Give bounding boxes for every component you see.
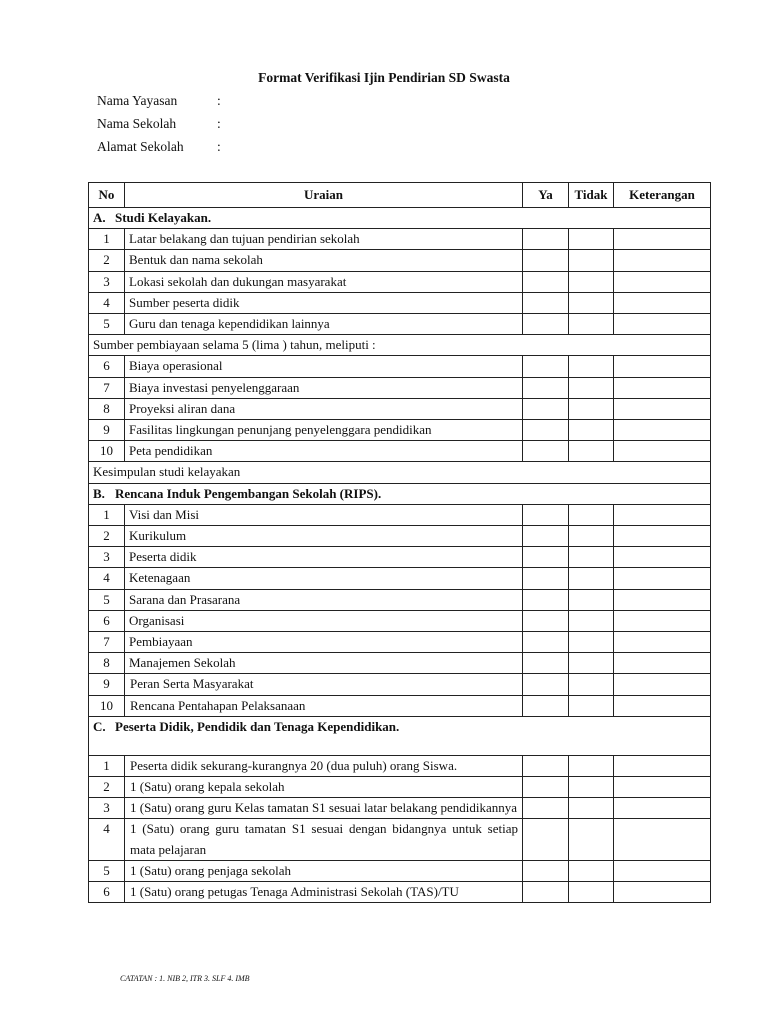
row-uraian: Sarana dan Prasarana [125, 589, 523, 610]
row-number: 4 [89, 568, 125, 589]
table-row [89, 695, 711, 716]
row-number: 7 [89, 377, 125, 398]
row-number: 5 [89, 314, 125, 335]
table-row [89, 819, 711, 860]
ya-cell[interactable] [523, 589, 569, 610]
table-header-row [89, 183, 711, 208]
tidak-cell[interactable] [569, 632, 614, 653]
row-number: 1 [89, 504, 125, 525]
keterangan-cell[interactable] [614, 398, 711, 419]
row-uraian: Guru dan tenaga kependidikan lainnya [125, 314, 523, 335]
table-row [89, 314, 711, 335]
row-number: 1 [89, 229, 125, 250]
ya-cell[interactable] [523, 777, 569, 798]
table-row [89, 271, 711, 292]
table-row [89, 250, 711, 271]
row-uraian: Fasilitas lingkungan penunjang penyelenggara pendidikan [125, 420, 523, 441]
tidak-cell[interactable] [569, 568, 614, 589]
tidak-cell[interactable] [569, 377, 614, 398]
row-uraian: Visi dan Misi [125, 504, 523, 525]
keterangan-cell[interactable] [614, 377, 711, 398]
row-number: 9 [89, 420, 125, 441]
section-a-row [89, 208, 711, 229]
tidak-cell[interactable] [569, 882, 614, 903]
table-row [89, 610, 711, 631]
tidak-cell[interactable] [569, 420, 614, 441]
tidak-cell[interactable] [569, 398, 614, 419]
row-uraian: 1 (Satu) orang guru tamatan S1 sesuai dengan bidangnya untuk setiap mata pelajaran [125, 819, 523, 860]
row-number: 2 [89, 250, 125, 271]
ya-cell[interactable] [523, 695, 569, 716]
ya-cell[interactable] [523, 356, 569, 377]
row-number: 2 [89, 777, 125, 798]
ya-cell[interactable] [523, 547, 569, 568]
table-row [89, 398, 711, 419]
row-number: 4 [89, 292, 125, 313]
keterangan-cell[interactable] [614, 589, 711, 610]
ya-cell[interactable] [523, 314, 569, 335]
table-row [89, 777, 711, 798]
table-row [89, 356, 711, 377]
row-uraian: Bentuk dan nama sekolah [125, 250, 523, 271]
keterangan-cell[interactable] [614, 271, 711, 292]
tidak-cell[interactable] [569, 755, 614, 776]
tidak-cell[interactable] [569, 547, 614, 568]
ya-cell[interactable] [523, 377, 569, 398]
section-a-title: A. Studi Kelayakan. [89, 208, 711, 229]
tidak-cell[interactable] [569, 653, 614, 674]
tidak-cell[interactable] [569, 250, 614, 271]
row-number: 9 [89, 674, 125, 695]
section-c-row [89, 716, 711, 755]
row-number: 3 [89, 271, 125, 292]
table-row [89, 798, 711, 819]
tidak-cell[interactable] [569, 798, 614, 819]
ya-cell[interactable] [523, 292, 569, 313]
keterangan-cell[interactable] [614, 229, 711, 250]
section-b-row [89, 483, 711, 504]
tidak-cell[interactable] [569, 860, 614, 881]
keterangan-cell[interactable] [614, 610, 711, 631]
tidak-cell[interactable] [569, 229, 614, 250]
colon: : [217, 93, 221, 108]
table-row [89, 504, 711, 525]
table-row [89, 589, 711, 610]
row-uraian: Lokasi sekolah dan dukungan masyarakat [125, 271, 523, 292]
ya-cell[interactable] [523, 674, 569, 695]
keterangan-cell[interactable] [614, 314, 711, 335]
keterangan-cell[interactable] [614, 441, 711, 462]
row-uraian: Peran Serta Masyarakat [125, 674, 523, 695]
header-keterangan: Keterangan [614, 183, 711, 208]
row-number: 4 [89, 819, 125, 860]
row-number: 7 [89, 632, 125, 653]
row-number: 3 [89, 547, 125, 568]
row-number: 2 [89, 526, 125, 547]
nama-sekolah-field [97, 116, 221, 132]
ya-cell[interactable] [523, 882, 569, 903]
alamat-sekolah-label: Alamat Sekolah [97, 139, 184, 154]
keterangan-cell[interactable] [614, 356, 711, 377]
row-uraian: Biaya investasi penyelenggaraan [125, 377, 523, 398]
table-row [89, 882, 711, 903]
table-row [89, 674, 711, 695]
row-uraian: Proyeksi aliran dana [125, 398, 523, 419]
kesimpulan-text: Kesimpulan studi kelayakan [89, 462, 711, 483]
section-c-title: C. Peserta Didik, Pendidik dan Tenaga Kependidikan. [89, 716, 711, 755]
row-uraian: Rencana Pentahapan Pelaksanaan [125, 695, 523, 716]
table-row [89, 568, 711, 589]
tidak-cell[interactable] [569, 314, 614, 335]
table-row [89, 526, 711, 547]
row-number: 10 [89, 441, 125, 462]
keterangan-cell[interactable] [614, 526, 711, 547]
header-no: No [89, 183, 125, 208]
keterangan-cell[interactable] [614, 653, 711, 674]
table-row [89, 292, 711, 313]
keterangan-cell[interactable] [614, 250, 711, 271]
table-row [89, 229, 711, 250]
keterangan-cell[interactable] [614, 568, 711, 589]
row-uraian: 1 (Satu) orang petugas Tenaga Administrasi Sekolah (TAS)/TU [125, 882, 523, 903]
keterangan-cell[interactable] [614, 755, 711, 776]
keterangan-cell[interactable] [614, 632, 711, 653]
nama-yayasan-field [97, 93, 221, 109]
nama-sekolah-label: Nama Sekolah [97, 116, 177, 131]
document-title: Format Verifikasi Ijin Pendirian SD Swasta [258, 70, 510, 85]
row-uraian: Biaya operasional [125, 356, 523, 377]
keterangan-cell[interactable] [614, 860, 711, 881]
row-number: 6 [89, 356, 125, 377]
keterangan-cell[interactable] [614, 504, 711, 525]
sumber-pembiayaan-text: Sumber pembiayaan selama 5 (lima ) tahun, meliputi : [89, 335, 711, 356]
keterangan-cell[interactable] [614, 420, 711, 441]
row-number: 5 [89, 860, 125, 881]
ya-cell[interactable] [523, 653, 569, 674]
verification-table [88, 182, 711, 903]
table-row [89, 441, 711, 462]
ya-cell[interactable] [523, 860, 569, 881]
row-uraian: 1 (Satu) orang kepala sekolah [125, 777, 523, 798]
section-b-title: B. Rencana Induk Pengembangan Sekolah (RIPS). [89, 483, 711, 504]
ya-cell[interactable] [523, 610, 569, 631]
keterangan-cell[interactable] [614, 547, 711, 568]
header-uraian: Uraian [125, 183, 523, 208]
row-number: 3 [89, 798, 125, 819]
ya-cell[interactable] [523, 504, 569, 525]
row-number: 1 [89, 755, 125, 776]
tidak-cell[interactable] [569, 674, 614, 695]
table-row [89, 755, 711, 776]
tidak-cell[interactable] [569, 610, 614, 631]
row-number: 6 [89, 882, 125, 903]
keterangan-cell[interactable] [614, 798, 711, 819]
kesimpulan-row [89, 462, 711, 483]
row-number: 6 [89, 610, 125, 631]
ya-cell[interactable] [523, 250, 569, 271]
tidak-cell[interactable] [569, 526, 614, 547]
table-row [89, 420, 711, 441]
colon: : [217, 139, 221, 154]
tidak-cell[interactable] [569, 819, 614, 860]
ya-cell[interactable] [523, 271, 569, 292]
tidak-cell[interactable] [569, 777, 614, 798]
ya-cell[interactable] [523, 568, 569, 589]
row-number: 8 [89, 653, 125, 674]
tidak-cell[interactable] [569, 504, 614, 525]
row-uraian: 1 (Satu) orang guru Kelas tamatan S1 sesuai latar belakang pendidikannya [125, 798, 523, 819]
nama-yayasan-label: Nama Yayasan [97, 93, 178, 108]
ya-cell[interactable] [523, 420, 569, 441]
sumber-pembiayaan-row [89, 335, 711, 356]
colon: : [217, 116, 221, 131]
row-uraian: Peserta didik sekurang-kurangnya 20 (dua puluh) orang Siswa. [125, 755, 523, 776]
keterangan-cell[interactable] [614, 695, 711, 716]
alamat-sekolah-field [97, 139, 221, 155]
table-row [89, 632, 711, 653]
row-uraian: Pembiayaan [125, 632, 523, 653]
tidak-cell[interactable] [569, 356, 614, 377]
ya-cell[interactable] [523, 526, 569, 547]
ya-cell[interactable] [523, 819, 569, 860]
ya-cell[interactable] [523, 632, 569, 653]
ya-cell[interactable] [523, 441, 569, 462]
header-tidak: Tidak [569, 183, 614, 208]
row-uraian: Ketenagaan [125, 568, 523, 589]
row-uraian: 1 (Satu) orang penjaga sekolah [125, 860, 523, 881]
header-ya: Ya [523, 183, 569, 208]
table-row [89, 547, 711, 568]
ya-cell[interactable] [523, 229, 569, 250]
row-number: 8 [89, 398, 125, 419]
keterangan-cell[interactable] [614, 674, 711, 695]
row-uraian: Peserta didik [125, 547, 523, 568]
row-uraian: Sumber peserta didik [125, 292, 523, 313]
tidak-cell[interactable] [569, 695, 614, 716]
ya-cell[interactable] [523, 398, 569, 419]
ya-cell[interactable] [523, 755, 569, 776]
row-uraian: Kurikulum [125, 526, 523, 547]
row-uraian: Manajemen Sekolah [125, 653, 523, 674]
table-row [89, 653, 711, 674]
row-number: 5 [89, 589, 125, 610]
keterangan-cell[interactable] [614, 819, 711, 860]
table-row [89, 377, 711, 398]
keterangan-cell[interactable] [614, 882, 711, 903]
row-uraian: Organisasi [125, 610, 523, 631]
row-uraian: Latar belakang dan tujuan pendirian sekolah [125, 229, 523, 250]
row-number: 10 [89, 695, 125, 716]
tidak-cell[interactable] [569, 441, 614, 462]
keterangan-cell[interactable] [614, 777, 711, 798]
table-row [89, 860, 711, 881]
footnote: CATATAN : 1. NIB 2, ITR 3. SLF 4. IMB [120, 974, 250, 983]
tidak-cell[interactable] [569, 589, 614, 610]
row-uraian: Peta pendidikan [125, 441, 523, 462]
ya-cell[interactable] [523, 798, 569, 819]
keterangan-cell[interactable] [614, 292, 711, 313]
tidak-cell[interactable] [569, 292, 614, 313]
tidak-cell[interactable] [569, 271, 614, 292]
